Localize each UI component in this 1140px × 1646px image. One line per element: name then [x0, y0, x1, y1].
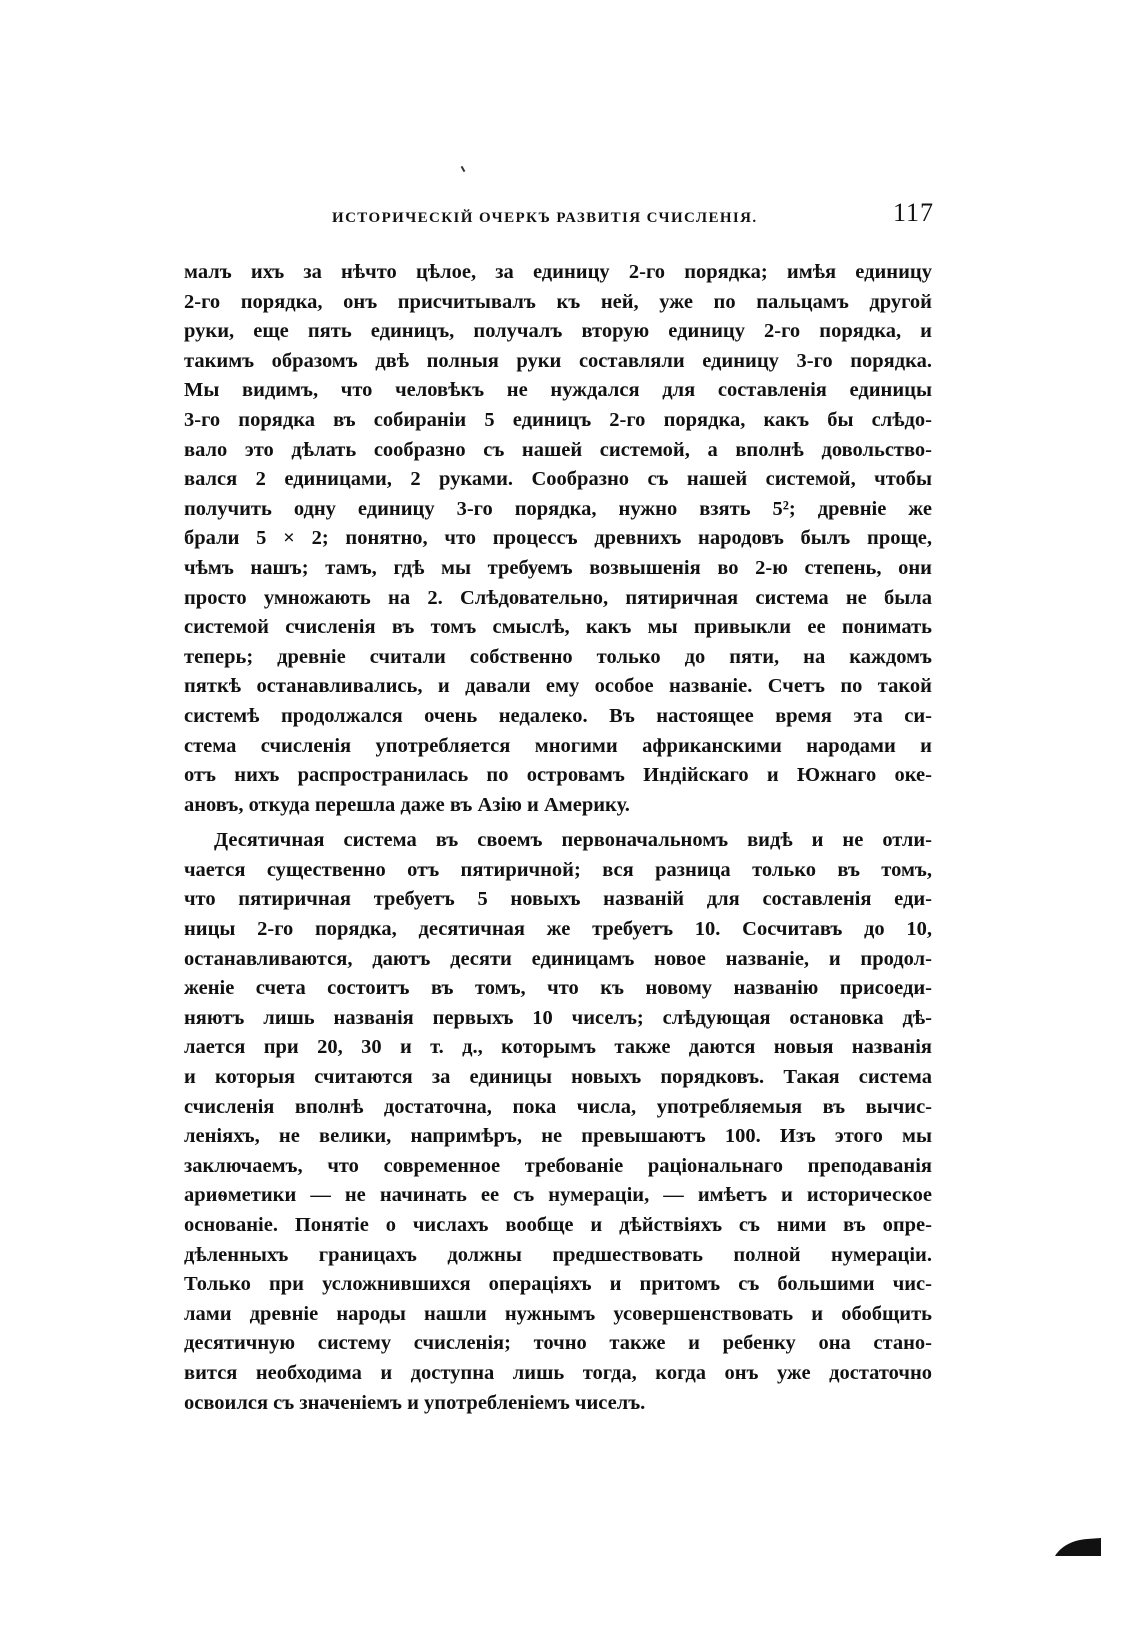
text-line: вится необходима и доступна лишь тогда, когда онъ уже достаточно — [184, 1361, 932, 1384]
text-line: пяткѣ останавливались, и давали ему особое названіе. Счетъ по такой — [184, 675, 932, 698]
text-line: основаніе. Понятіе о числахъ вообще и дѣйствіяхъ съ ними въ опре- — [184, 1214, 932, 1236]
text-line: чѣмъ нашъ; тамъ, гдѣ мы требуемъ возвышенія во 2-ю степень, они — [184, 556, 932, 579]
text-line: счисленія вполнѣ достаточна, пока числа, употребляемыя въ вычис- — [184, 1095, 932, 1118]
ink-speck — [461, 166, 466, 172]
text-line: женіе счета состоитъ въ томъ, что къ новому названію присоеди- — [184, 977, 932, 1000]
page-header — [184, 198, 934, 238]
paragraph-2 — [184, 826, 932, 1418]
text-line: стема счисленія употребляется многими африканскими народами и — [184, 734, 932, 757]
text-line: руки, еще пять единицъ, получалъ вторую единицу 2-го порядка, и — [184, 320, 932, 343]
text-line: системѣ продолжался очень недалеко. Въ настоящее время эта си- — [184, 704, 932, 727]
text-line: ановъ, откуда перешла даже въ Азію и Америку. — [184, 793, 630, 816]
text-line: ариѳметики — не начинать ее съ нумераціи, — имѣетъ и историческое — [184, 1184, 932, 1207]
text-line: Десятичная система въ своемъ первоначальномъ видѣ и не отли- — [214, 829, 932, 852]
text-line: лами древніе народы нашли нужнымъ усовершенствовать и обобщить — [184, 1302, 932, 1325]
running-head: ИСТОРИЧЕСКІЙ ОЧЕРКЪ РАЗВИТІЯ СЧИСЛЕНІЯ. — [332, 210, 758, 226]
text-line: останавливаются, даютъ десяти единицамъ новое названіе, и продол- — [184, 947, 932, 970]
text-line: просто умножають на 2. Слѣдовательно, пятиричная система не была — [184, 586, 932, 609]
text-line: Только при усложнившихся операціяхъ и притомъ съ большими чис- — [184, 1273, 932, 1296]
text-line: вался 2 единицами, 2 руками. Сообразно съ нашей системой, чтобы — [184, 468, 932, 491]
text-line: системой счисленія въ томъ смыслѣ, какъ мы привыкли ее понимать — [184, 616, 932, 639]
paragraph-1 — [184, 258, 932, 820]
text-line: и которыя считаются за единицы новыхъ порядковъ. Такая система — [184, 1066, 932, 1089]
text-line: получить одну единицу 3-го порядка, нужно взять 5²; древніе же — [184, 497, 932, 520]
text-line: ницы 2-го порядка, десятичная же требуетъ 10. Сосчитавъ до 10, — [184, 918, 932, 941]
text-line: освоился съ значеніемъ и употребленіемъ чиселъ. — [184, 1391, 646, 1414]
page-number: 117 — [892, 198, 934, 227]
text-line: отъ нихъ распространилась по островамъ Индійскаго и Южнаго оке- — [184, 764, 932, 787]
text-line: Мы видимъ, что человѣкъ не нуждался для составленія единицы — [184, 379, 932, 402]
text-line: лается при 20, 30 и т. д., которымъ также даются новыя названія — [184, 1036, 932, 1059]
text-line: 2-го порядка, онъ присчитывалъ къ ней, уже по пальцамъ другой — [184, 290, 932, 313]
text-line: дѣленныхъ границахъ должны предшествовать полной нумераціи. — [184, 1243, 932, 1266]
text-line: няютъ лишь названія первыхъ 10 чиселъ; слѣдующая остановка дѣ- — [184, 1006, 932, 1029]
text-line: вало это дѣлать сообразно съ нашей системой, а вполнѣ довольство- — [184, 438, 932, 461]
text-line: леніяхъ, не велики, напримѣръ, не превышаютъ 100. Изъ этого мы — [184, 1125, 932, 1148]
text-line: 3-го порядка въ собираніи 5 единицъ 2-го порядка, какъ бы слѣдо- — [184, 408, 932, 431]
text-line: десятичную систему счисленія; точно также и ребенку она стано- — [184, 1332, 932, 1355]
text-line: заключаемъ, что современное требованіе раціональнаго преподаванія — [184, 1154, 932, 1177]
text-line: брали 5 × 2; понятно, что процессъ древнихъ народовъ былъ проще, — [184, 527, 932, 550]
scan-corner-mark — [1053, 1536, 1103, 1558]
text-line: что пятиричная требуетъ 5 новыхъ названій для составленія еди- — [184, 888, 932, 911]
text-line: малъ ихъ за нѣчто цѣлое, за единицу 2-го порядка; имѣя единицу — [184, 261, 932, 283]
text-line: теперь; древніе считали собственно только до пяти, на каждомъ — [184, 645, 932, 668]
text-line: чается существенно отъ пятиричной; вся разница только въ томъ, — [184, 858, 932, 881]
text-line: такимъ образомъ двѣ полныя руки составляли единицу 3-го порядка. — [184, 349, 932, 372]
body-text — [184, 258, 932, 1418]
